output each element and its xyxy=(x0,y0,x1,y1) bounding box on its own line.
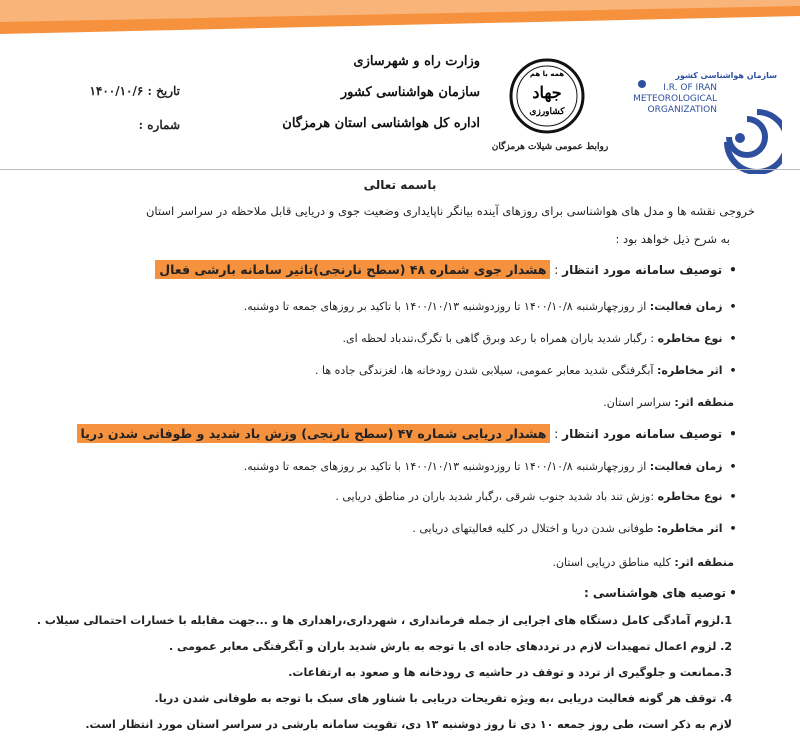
top-decorative-band xyxy=(0,0,800,34)
jahad-caption: روابط عمومی شیلات هرمزگان xyxy=(491,142,609,152)
s1-system-row: • توصیف سامانه مورد انتظار : هشدار جوی شماره ۴۸ (سطح نارنجی)تاثیر سامانه بارشی فعال xyxy=(155,262,740,277)
meteorological-organization-logo xyxy=(622,64,782,174)
s1-warning-highlight: هشدار جوی شماره ۴۸ (سطح نارنجی)تاثیر سامانه بارشی فعال xyxy=(155,260,550,279)
advice-item-4: 4. توقف هر گونه فعالیت دریایی ،به ویژه تفریحات دریایی با شناور های سبک با توجه به طوفانی شدن دریا. xyxy=(154,692,732,705)
letterhead-titles xyxy=(260,54,480,147)
logo-text-line2: I.R. OF IRAN xyxy=(663,83,717,93)
s2-time-label: زمان فعالیت: xyxy=(649,460,723,473)
s2-effect-value: طوفانی شدن دریا و اختلال در کلیه فعالیتهای دریایی . xyxy=(412,522,654,535)
header-divider xyxy=(0,169,800,170)
s2-hazard-value: :وزش تند باد شدید جنوب شرقی ،رگبار شدید باران در مناطق دریایی . xyxy=(335,490,655,503)
s1-effect-row xyxy=(315,364,740,377)
logo-text-line4: ORGANIZATION xyxy=(647,105,717,115)
logo-text-line3: METEOROLOGICAL xyxy=(633,94,717,104)
advice-closing-note: لازم به ذکر است، طی روز جمعه ۱۰ دی تا روز دوشنبه ۱۳ دی، تقویت سامانه بارشی در سراسر استان مورد انتظار است. xyxy=(85,718,732,731)
department-name: اداره کل هواشناسی استان هرمزگان xyxy=(282,116,480,131)
s2-effect-label: اثر مخاطره: xyxy=(656,522,723,535)
s1-hazard-label: نوع مخاطره xyxy=(657,332,723,345)
s2-area-value: کلیه مناطق دریایی استان. xyxy=(552,556,671,569)
s1-time-label: زمان فعالیت: xyxy=(649,300,723,313)
number-label: شماره : xyxy=(138,118,180,132)
s1-area-value: سراسر استان. xyxy=(603,396,671,409)
s1-system-label: توصیف سامانه مورد انتظار xyxy=(562,263,723,277)
s2-warning-highlight: هشدار دریایی شماره ۴۷ (سطح نارنجی) وزش باد شدید و طوفانی شدن دریا xyxy=(77,424,551,443)
jahad-keshavarzi-logo xyxy=(505,56,590,136)
s1-effect-label: اثر مخاطره: xyxy=(656,364,723,377)
jahad-top-text: همه با هم xyxy=(529,70,565,78)
advice-item-2: 2. لزوم اعمال تمهیدات لازم در ترددهای جاده ای با توجه به بارش شدید باران و آبگرفتگی معابر عمومی . xyxy=(168,640,732,653)
advice-item-3: 3.ممانعت و جلوگیری از تردد و توقف در حاشیه ی رودخانه ها و صعود به ارتفاعات. xyxy=(288,666,732,679)
s2-area-row xyxy=(552,556,734,569)
s2-system-row: • توصیف سامانه مورد انتظار : هشدار دریایی شماره ۴۷ (سطح نارنجی) وزش باد شدید و طوفانی شدن دریا xyxy=(77,426,740,441)
letterhead xyxy=(0,34,800,169)
advice-heading: • توصیه های هواشناسی : xyxy=(584,586,740,600)
s2-system-label: توصیف سامانه مورد انتظار xyxy=(562,427,723,441)
organization-name: سازمان هواشناسی کشور xyxy=(340,85,480,100)
jahad-sub-text: کشاورزی xyxy=(529,107,565,117)
ministry-name: وزارت راه و شهرسازی xyxy=(353,54,480,69)
document-body xyxy=(0,172,800,753)
s1-area-row xyxy=(603,396,734,409)
intro-text-2: به شرح ذیل خواهد بود : xyxy=(615,232,730,246)
s1-time-row xyxy=(244,300,740,313)
date-label: تاریخ : ۱۴۰۰/۱۰/۶ xyxy=(89,84,180,98)
s1-hazard-row xyxy=(343,332,740,345)
logo-text-persian: سازمان هواشناسی کشور xyxy=(675,71,777,80)
s1-hazard-value: : رگبار شدید باران همراه با رعد وبرق گاهی با تگرگ،تندباد لحظه ای. xyxy=(342,332,655,345)
s2-time-value: از روزچهارشنبه ۱۴۰۰/۱۰/۸ تا روزدوشنبه ۱۴۰۰/۱۰/۱۳ با تاکید بر روزهای جمعه تا دوشنبه. xyxy=(243,460,647,473)
s1-effect-value: آبگرفتگی شدید معابر عمومی، سیلابی شدن رودخانه ها، لغزندگی جاده ها . xyxy=(315,364,654,377)
s2-time-row xyxy=(244,460,740,473)
date-number-block xyxy=(60,84,180,152)
s1-time-value: از روزچهارشنبه ۱۴۰۰/۱۰/۸ تا روزدوشنبه ۱۴۰۰/۱۰/۱۳ با تاکید بر روزهای جمعه تا دوشنبه. xyxy=(243,300,647,313)
s2-hazard-label: نوع مخاطره xyxy=(657,490,723,503)
s2-hazard-row xyxy=(335,490,740,503)
s1-area-label: منطقه اثر: xyxy=(674,396,734,409)
s2-effect-row xyxy=(412,522,740,535)
advice-item-1: 1.لزوم آمادگی کامل دستگاه های اجرایی از جمله فرمانداری ، شهرداری،راهداری ها و ...جهت مقابله با خسارات احتمالی سیلاب . xyxy=(36,614,732,627)
salutation: باسمه تعالی xyxy=(363,178,437,192)
intro-text: خروجی نقشه ها و مدل های هواشناسی برای روزهای آینده بیانگر ناپایداری وضعیت جوی و دریایی قابل ملاحظه در سراسر استان xyxy=(145,204,755,218)
s2-area-label: منطقه اثر: xyxy=(674,556,734,569)
jahad-main-text: جهاد xyxy=(532,83,562,102)
